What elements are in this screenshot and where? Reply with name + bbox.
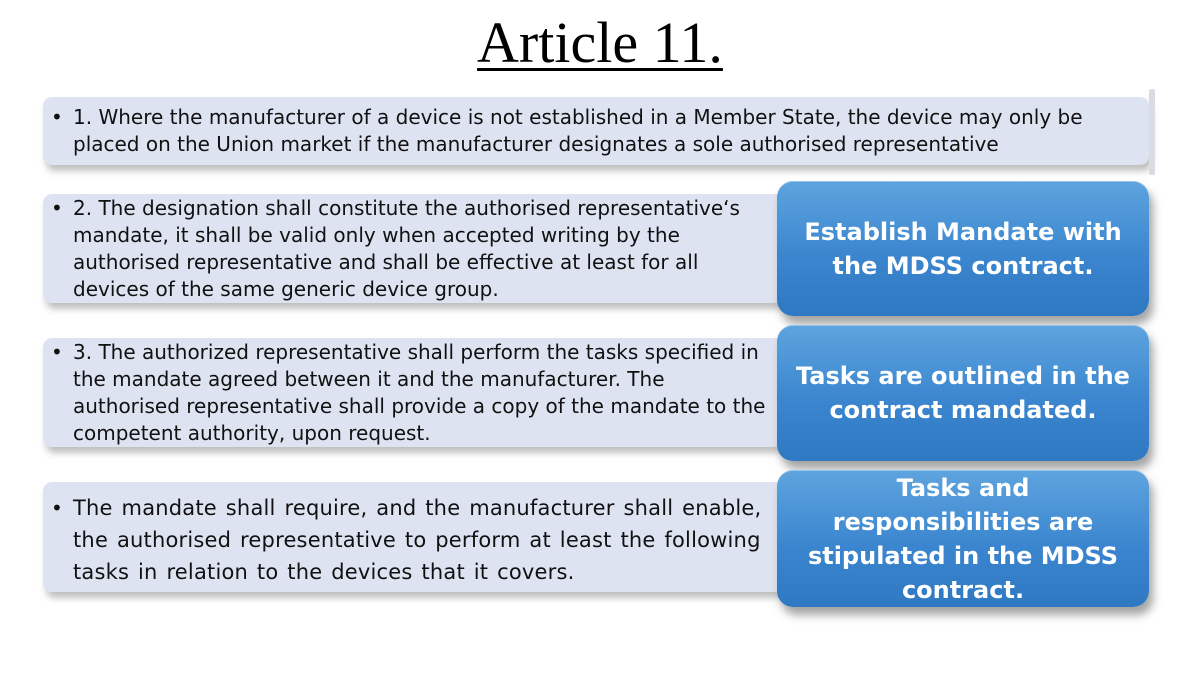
point-1-text: 1. Where the manufacturer of a device is not established in a Member State, the device may only be placed on the Union market if the manufacturer designates a sole authorised representative <box>73 105 1083 156</box>
article-point-1 <box>43 97 1149 165</box>
point-3-text: 3. The authorized representative shall perform the tasks specified in the mandate agreed between it and the manufacturer. The authorised representative shall provide a copy of the mandate to the competent authority, upon request. <box>73 340 766 445</box>
point-1-item <box>51 104 1133 158</box>
bullet-icon: • <box>51 196 63 220</box>
article-point-4 <box>43 482 803 592</box>
point-4-text: The mandate shall require, and the manufacturer shall enable, the authorised representative to perform at least the following tasks in relation to the devices that it covers. <box>73 496 762 584</box>
bullet-icon: • <box>51 496 63 520</box>
point-2-text: 2. The designation shall constitute the authorised representative‘s mandate, it shall be valid only when accepted writing by the authorised representative and shall be effective at least for all devices of the same generic device group. <box>73 196 740 301</box>
point-2-item <box>51 195 773 303</box>
slide-title-text: Article 11. <box>477 10 723 75</box>
callout-establish-mandate <box>777 181 1149 316</box>
point-3-item <box>51 339 773 447</box>
bullet-icon: • <box>51 340 63 364</box>
callout-2-text: Tasks are outlined in the contract mandated. <box>796 362 1130 424</box>
callout-3-text: Tasks and responsibilities are stipulated in the MDSS contract. <box>807 473 1119 604</box>
callout-1-text: Establish Mandate with the MDSS contract. <box>804 217 1122 280</box>
slide-title <box>0 10 1200 75</box>
point-4-item <box>51 492 773 588</box>
article-point-2 <box>43 194 803 303</box>
callout-tasks-responsibilities <box>777 470 1149 607</box>
bullet-icon: • <box>51 105 63 129</box>
callout-tasks-outlined <box>777 325 1149 461</box>
article-point-3 <box>43 338 803 447</box>
